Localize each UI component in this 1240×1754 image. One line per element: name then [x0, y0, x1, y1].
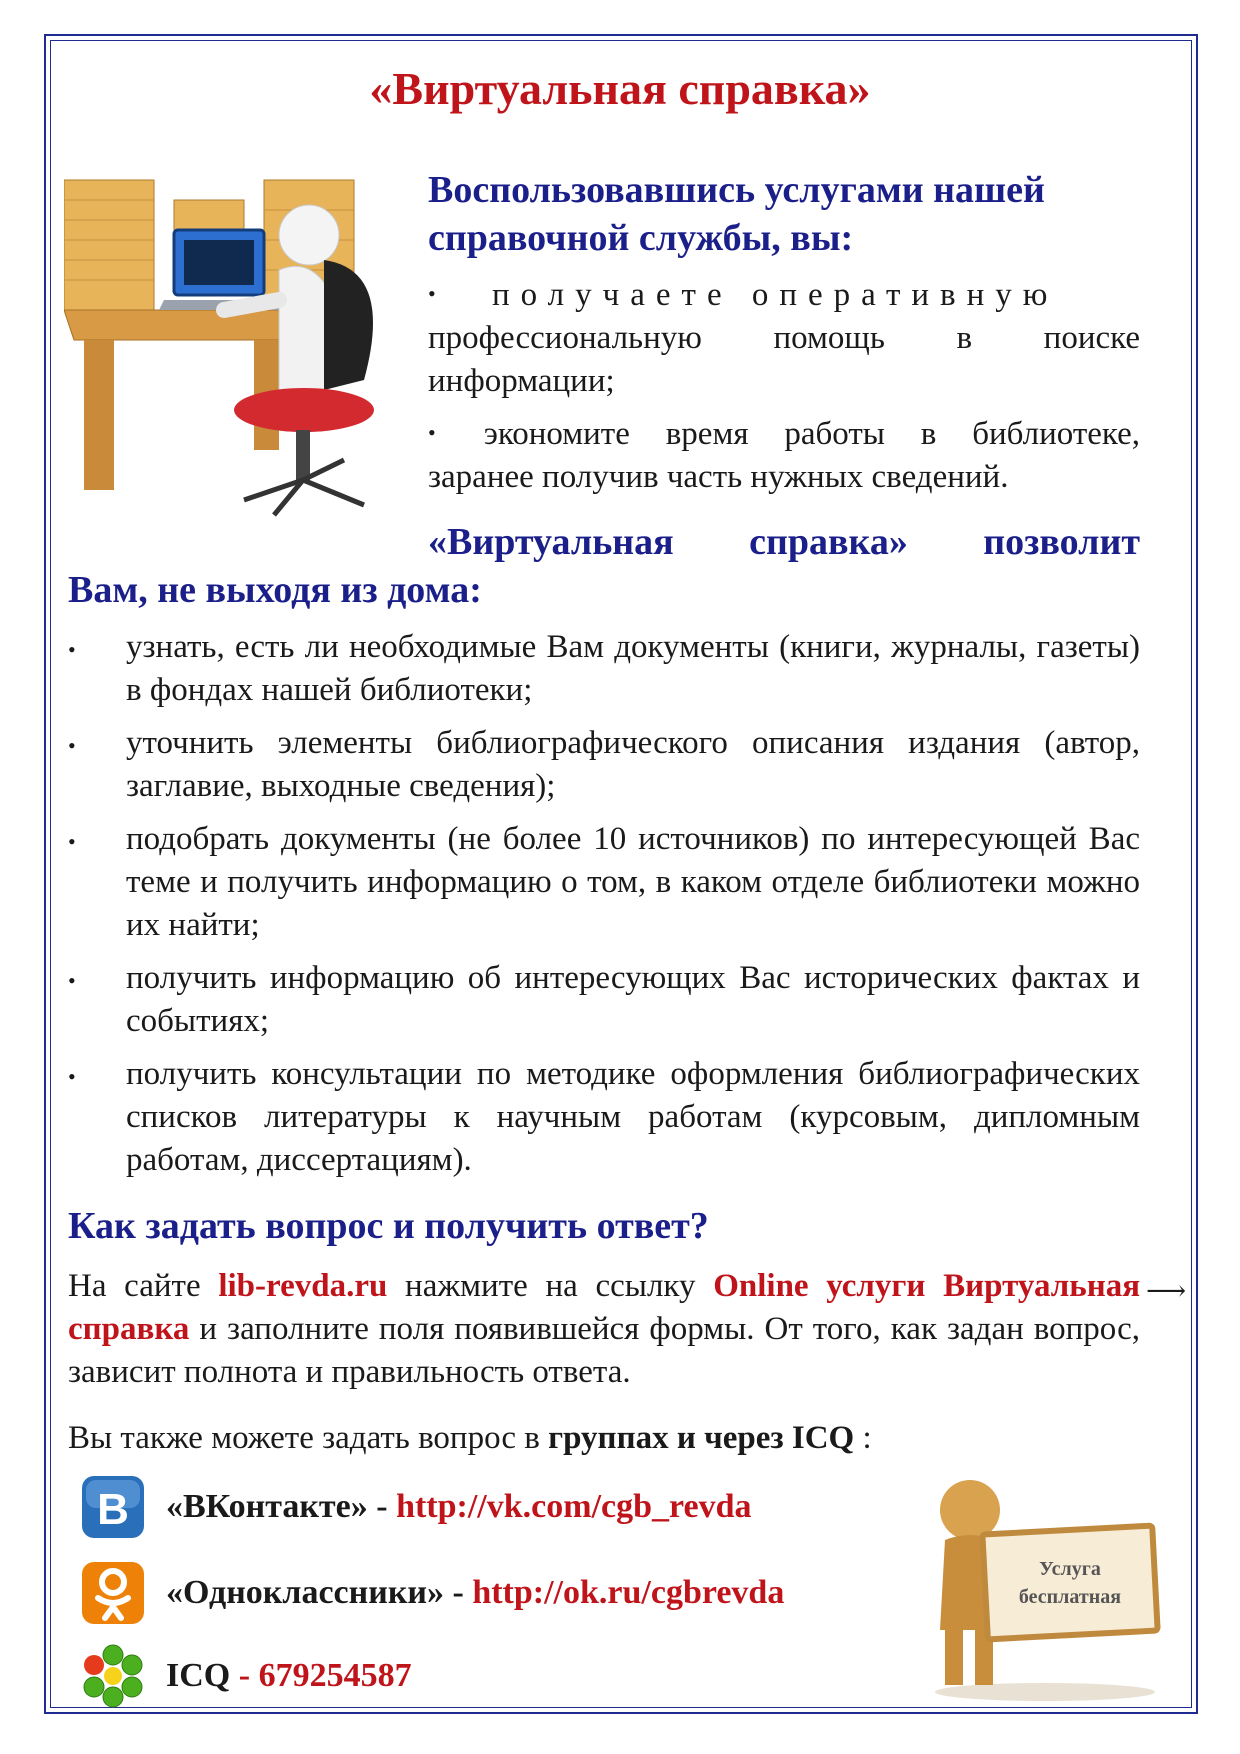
howto-text	[68, 1265, 1140, 1394]
howto-t1: На сайте	[68, 1268, 201, 1304]
intro-item-1-spaced: получаете оперативную	[491, 277, 1059, 313]
icq-name: ICQ	[166, 1657, 231, 1694]
intro-list	[428, 272, 1140, 507]
howto-t3: и заполните поля появившейся формы. От того, как задан вопрос, зависит полнота и правильность ответа.	[68, 1311, 1141, 1390]
svg-text:B: B	[97, 1485, 129, 1534]
also-t2: :	[862, 1420, 872, 1456]
also-text	[68, 1420, 872, 1457]
list-item: • получить информацию об интересующих Вас исторических фактах и событиях;	[68, 957, 1140, 1043]
sign-line2: бесплатная	[1018, 1586, 1122, 1608]
vk-icon	[80, 1474, 146, 1540]
odnoklassniki-icon	[80, 1560, 146, 1626]
sign-line1: Услуга	[1039, 1558, 1101, 1580]
page-title: «Виртуальная справка»	[369, 63, 871, 114]
free-service-sign-illustration	[915, 1470, 1175, 1702]
vk-row	[80, 1474, 752, 1540]
ok-link[interactable]: http://ok.ru/cgbrevda	[472, 1574, 785, 1611]
intro-item-1-rest: профессиональную помощь в поиске информации;	[428, 320, 1140, 399]
howto-heading: Как задать вопрос и получить ответ?	[68, 1205, 709, 1247]
allows-heading-line1: «Виртуальная справка» позволит	[428, 521, 1140, 563]
online-services-link[interactable]: Online услуги	[713, 1268, 926, 1304]
list-item: • уточнить элементы библиографического описания издания (автор, заглавие, выходные сведения);	[68, 722, 1140, 808]
icq-number: 679254587	[258, 1657, 412, 1694]
list-item: • получить консультации по методике оформления библиографических списков литературы к научным работам (курсовым, дипломным работам, диссертациям).	[68, 1053, 1140, 1182]
vk-name: «ВКонтакте» -	[166, 1488, 388, 1525]
also-bold: группах и через ICQ	[548, 1420, 855, 1456]
virtual-reference-link[interactable]: Виртуальная справка	[68, 1268, 1141, 1347]
icq-separator: -	[238, 1657, 251, 1694]
intro-item-2	[428, 411, 1140, 499]
also-t1: Вы также можете задать вопрос в	[68, 1420, 540, 1456]
ok-name: «Одноклассники» -	[166, 1574, 464, 1611]
howto-t2: нажмите на ссылку	[405, 1268, 696, 1304]
vk-link[interactable]: http://vk.com/cgb_revda	[396, 1488, 752, 1525]
site-link[interactable]: lib-revda.ru	[218, 1268, 388, 1304]
person-at-computer-illustration	[64, 160, 414, 530]
intro-item-2-text: экономите время работы в библиотеке, заранее получив часть нужных сведений.	[428, 416, 1140, 495]
list-item: • подобрать документы (не более 10 источников) по интересующей Вас теме и получить информацию о том, в каком отделе библиотеки можно их найти;	[68, 818, 1140, 947]
list-item: • узнать, есть ли необходимые Вам документы (книги, журналы, газеты) в фондах нашей библиотеки;	[68, 626, 1140, 712]
icq-flower-icon	[80, 1643, 146, 1709]
icq-row	[80, 1643, 412, 1709]
intro-heading: Воспользовавшись услугами нашей справочной службы, вы:	[428, 169, 1045, 259]
allows-heading-line2: Вам, не выходя из дома:	[68, 569, 482, 611]
features-list	[68, 626, 1140, 1192]
ok-row	[80, 1560, 784, 1626]
arrow-right-icon: ⟶	[1146, 1276, 1187, 1307]
intro-item-1	[428, 272, 1140, 403]
